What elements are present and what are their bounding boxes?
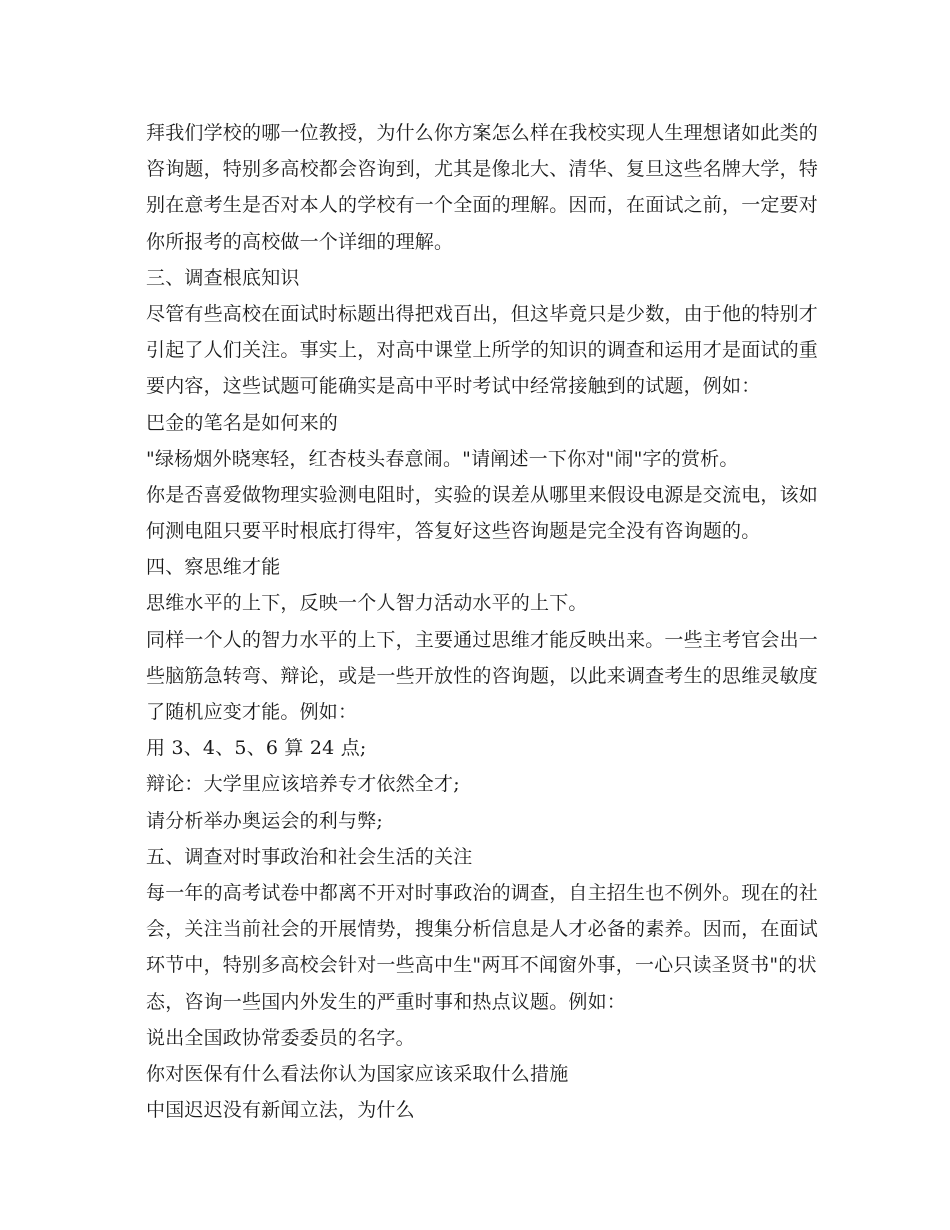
example-line: 辩论：大学里应该培养专才依然全才; bbox=[146, 773, 460, 796]
text-line: 别在意考生是否对本人的学校有一个全面的理解。因而，在面试之前，一定要对 bbox=[146, 194, 819, 217]
text-line: 环节中，特别多高校会针对一些高中生"两耳不闻窗外事，一心只读圣贤书"的状 bbox=[146, 954, 817, 977]
example-line: 你对医保有什么看法你认为国家应该采取什么措施 bbox=[146, 1062, 569, 1085]
example-line: 巴金的笔名是如何来的 bbox=[146, 411, 339, 434]
text-line: 思维水平的上下，反映一个人智力活动水平的上下。 bbox=[146, 592, 588, 615]
text-line: 咨询题，特别多高校都会咨询到，尤其是像北大、清华、复旦这些名牌大学，特 bbox=[146, 158, 819, 181]
section-heading-4: 四、察思维才能 bbox=[146, 556, 281, 579]
text-line: 了随机应变才能。例如： bbox=[146, 701, 358, 723]
example-line: 用 3、4、5、6 算 24 点; bbox=[146, 737, 367, 760]
text-line: 要内容，这些试题可能确实是高中平时考试中经常接触到的试题，例如： bbox=[146, 375, 761, 398]
example-line: 中国迟迟没有新闻立法，为什么 bbox=[146, 1099, 415, 1122]
text-line: 态，咨询一些国内外发生的严重时事和热点议题。例如： bbox=[146, 990, 627, 1013]
text-line: 你是否喜爱做物理实验测电阻时，实验的误差从哪里来假设电源是交流电，该如 bbox=[146, 483, 819, 506]
text-line: 同样一个人的智力水平的上下，主要通过思维才能反映出来。一些主考官会出一 bbox=[146, 628, 819, 651]
example-line: "绿杨烟外晓寒轻，红杏枝头春意闹。"请阐述一下你对"闹"字的赏析。 bbox=[146, 447, 739, 470]
example-line: 请分析举办奥运会的利与弊; bbox=[146, 809, 384, 832]
section-heading-3: 三、调查根底知识 bbox=[146, 266, 300, 289]
text-line: 你所报考的高校做一个详细的理解。 bbox=[146, 230, 454, 253]
text-line: 拜我们学校的哪一位教授，为什么你方案怎么样在我校实现人生理想诸如此类的 bbox=[146, 122, 819, 144]
document-body bbox=[146, 115, 819, 1128]
text-line: 尽管有些高校在面试时标题出得把戏百出，但这毕竟只是少数，由于他的特别才 bbox=[146, 302, 819, 325]
text-line: 每一年的高考试卷中都离不开对时事政治的调查，自主招生也不例外。现在的社 bbox=[146, 881, 819, 904]
text-line: 引起了人们关注。事实上，对高中课堂上所学的知识的调查和运用才是面试的重 bbox=[146, 339, 819, 362]
text-line: 些脑筋急转弯、辩论，或是一些开放性的咨询题，以此来调查考生的思维灵敏度 bbox=[146, 664, 819, 687]
text-line: 会，关注当前社会的开展情势，搜集分析信息是人才必备的素养。因而，在面试 bbox=[146, 918, 819, 941]
text-line: 何测电阻只要平时根底打得牢，答复好这些咨询题是完全没有咨询题的。 bbox=[146, 520, 761, 543]
section-heading-5: 五、调查对时事政治和社会生活的关注 bbox=[146, 845, 473, 868]
example-line: 说出全国政协常委委员的名字。 bbox=[146, 1026, 415, 1049]
